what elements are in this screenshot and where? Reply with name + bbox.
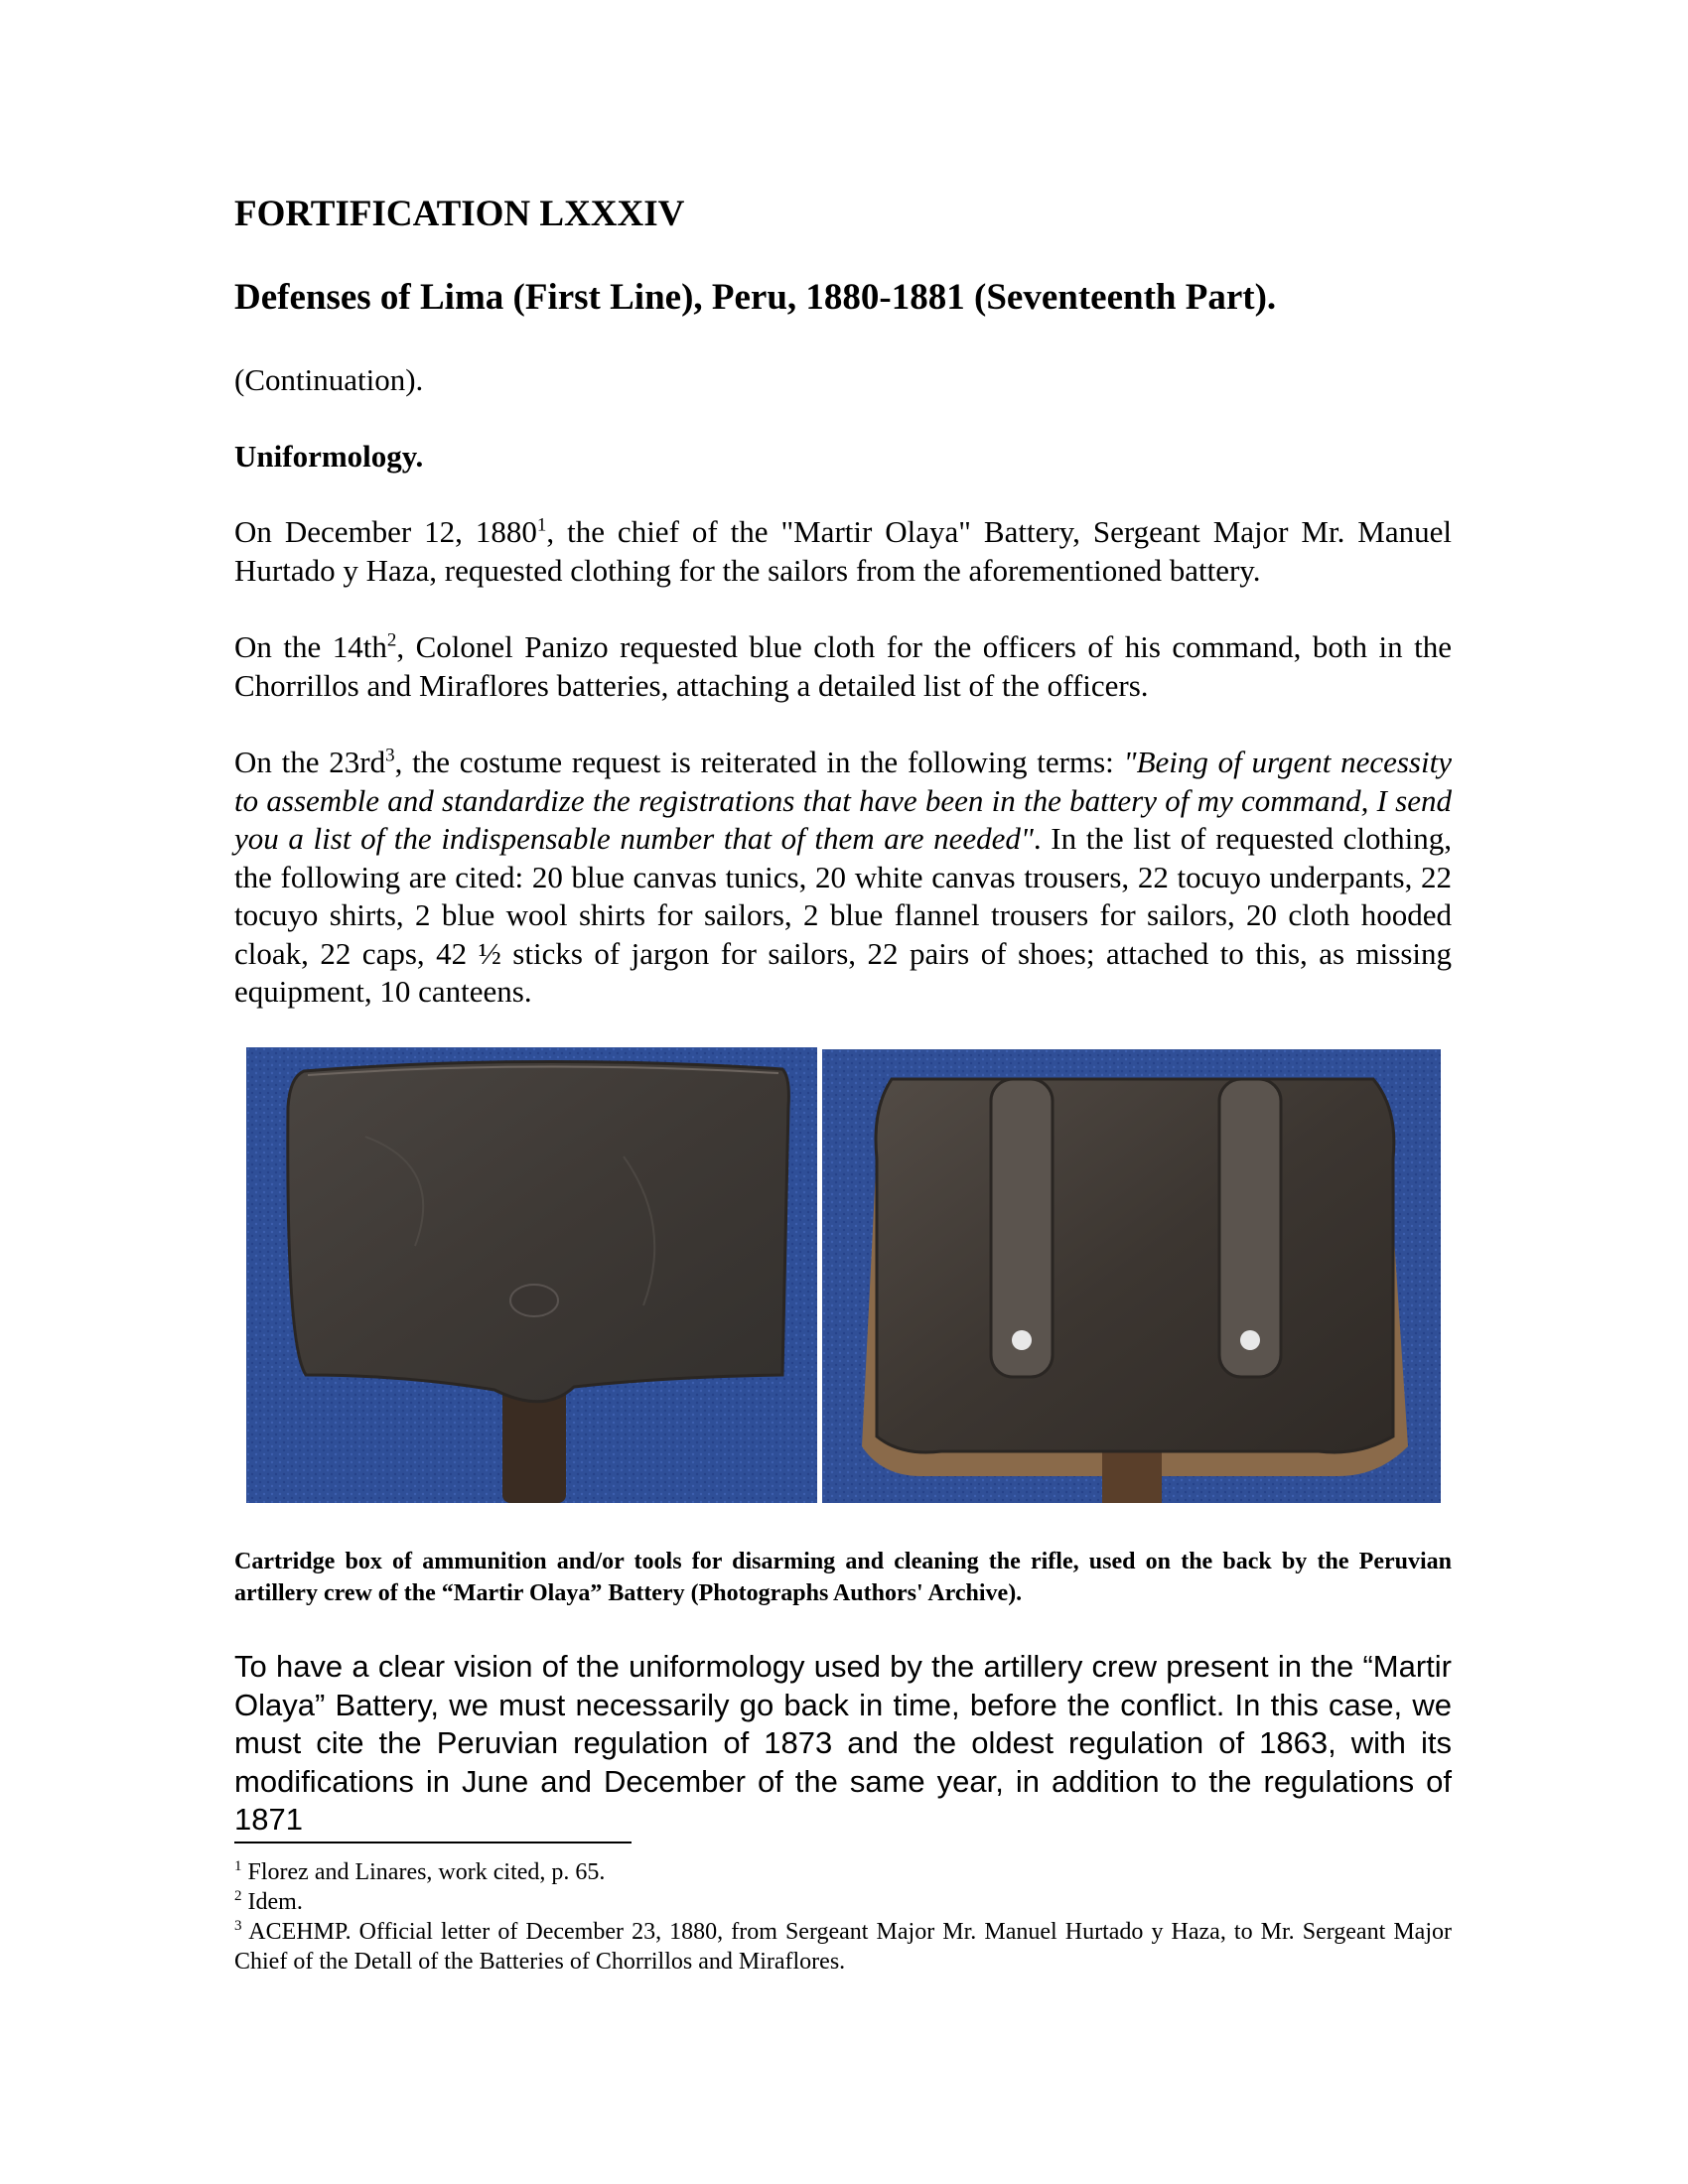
paragraph-3-text-a: On the 23rd bbox=[234, 745, 386, 779]
paragraph-4: To have a clear vision of the uniformology used by the artillery crew present in the “Martir Olaya” Battery, we must necessarily go back in time, before the conflict. In this case, we must cite the Peruvian regulation of 1873 and the oldest regulation of 1863, with its modifications in June and December of the same year, in addition to the regulations of 1871 bbox=[234, 1649, 1452, 1837]
footnote-1-text: Florez and Linares, work cited, p. 65. bbox=[247, 1859, 606, 1885]
paragraph-2-text-a: On the 14th bbox=[234, 629, 387, 664]
footnote-ref-1: 1 bbox=[536, 514, 547, 536]
paragraph-3-text-c: . In the list of requested clothing, the following are cited: 20 blue canvas tunics, 20 white canvas trousers, 22 tocuyo underpants, 22 tocuyo shirts, 2 blue wool shirts for sailors, 2 blue flannel trousers for sailors, 20 cloth hooded cloak, 22 caps, 42 ½ sticks of jargon for sailors, 22 pairs of shoes; attached to this, as missing equipment, 10 canteens. bbox=[234, 821, 1452, 1009]
footnote-3-number: 3 bbox=[234, 1918, 242, 1934]
page-subtitle: Defenses of Lima (First Line), Peru, 1880-1881 (Seventeenth Part). bbox=[234, 277, 1277, 318]
page-title: FORTIFICATION LXXXIV bbox=[234, 194, 685, 234]
figure-photographs bbox=[246, 1047, 1441, 1503]
paragraph-3 bbox=[234, 744, 1452, 1012]
cartridge-box-front-photo bbox=[246, 1047, 817, 1503]
footnote-ref-2: 2 bbox=[386, 629, 397, 651]
paragraph-1-text-a: On December 12, 1880 bbox=[234, 514, 537, 549]
footnote-2 bbox=[234, 1887, 1452, 1917]
continuation-note: (Continuation). bbox=[234, 362, 424, 397]
footnote-1-number: 1 bbox=[234, 1858, 242, 1874]
footnote-ref-3: 3 bbox=[385, 745, 395, 766]
footnote-separator bbox=[234, 1842, 632, 1843]
footnote-3 bbox=[234, 1917, 1452, 1977]
footnote-2-text: Idem. bbox=[247, 1889, 303, 1915]
paragraph-2 bbox=[234, 628, 1452, 705]
paragraph-1 bbox=[234, 513, 1452, 590]
footnote-1 bbox=[234, 1857, 1452, 1887]
footnote-2-number: 2 bbox=[234, 1888, 242, 1904]
footnote-3-text: ACEHMP. Official letter of December 23, 1880, from Sergeant Major Mr. Manuel Hurtado y Haza, to Mr. Sergeant Major Chief of the Detall of the Batteries of Chorrillos and Miraflores. bbox=[234, 1919, 1452, 1975]
section-heading: Uniformology. bbox=[234, 439, 424, 474]
figure-caption: Cartridge box of ammunition and/or tools for disarming and cleaning the rifle, used on the back by the Peruvian artillery crew of the “Martir Olaya” Battery (Photographs Authors' Archive). bbox=[234, 1549, 1452, 1606]
paragraph-3-quote: "Being of urgent necessity to assemble and standardize the registrations that have been in the battery of my command, I send you a list of the indispensable number that of them are needed" bbox=[234, 745, 1452, 856]
paragraph-1-text-b: , the chief of the "Martir Olaya" Battery, Sergeant Major Mr. Manuel Hurtado y Haza, requested clothing for the sailors from the aforementioned battery. bbox=[234, 514, 1452, 588]
paragraph-2-text-b: , Colonel Panizo requested blue cloth for the officers of his command, both in the Chorrillos and Miraflores batteries, attaching a detailed list of the officers. bbox=[234, 629, 1452, 703]
cartridge-box-back-photo bbox=[822, 1049, 1441, 1503]
paragraph-3-text-b: , the costume request is reiterated in the following terms: bbox=[394, 745, 1124, 779]
